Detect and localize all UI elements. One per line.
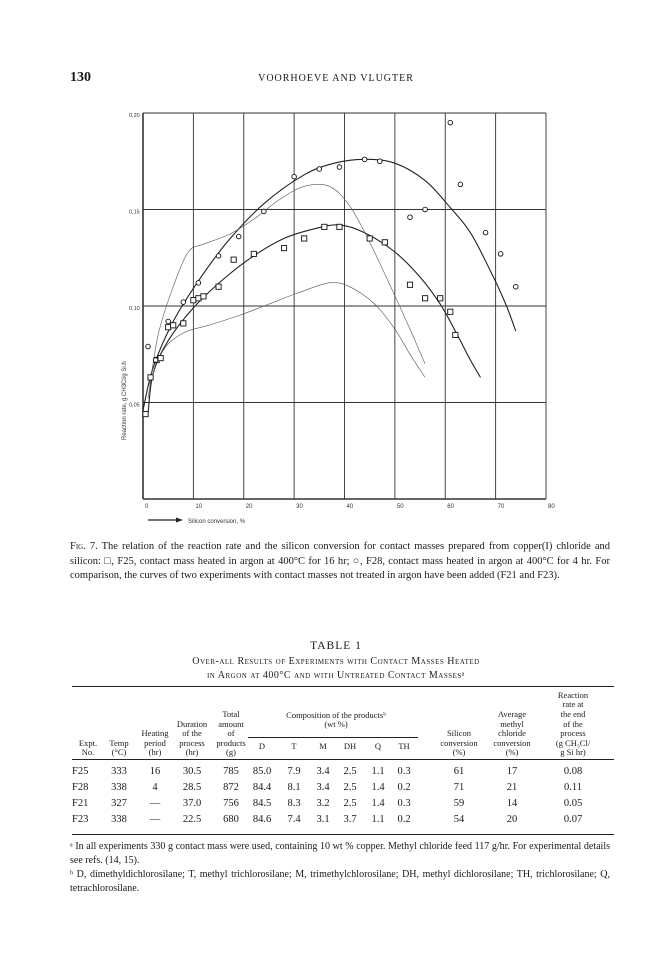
table-subtitle bbox=[0, 655, 672, 683]
col-header-comp-d bbox=[248, 742, 276, 752]
data-point-f25 bbox=[181, 321, 186, 326]
col-header-temp-line: Temp bbox=[109, 737, 129, 748]
table-cell: 3.1 bbox=[316, 814, 330, 825]
table-cell: 0.05 bbox=[563, 798, 583, 809]
col-header-silicon-line: conversion bbox=[440, 737, 478, 748]
col-header-rate-line: g Si hr) bbox=[560, 747, 586, 758]
table-cell: 2.5 bbox=[343, 798, 357, 809]
col-header-composition-line: (wt %) bbox=[324, 719, 348, 730]
data-point-f25 bbox=[302, 236, 307, 241]
data-point-f25 bbox=[448, 309, 453, 314]
data-point-f25 bbox=[281, 246, 286, 251]
fitted-curve-f25 bbox=[148, 225, 481, 414]
x-tick-label: 30 bbox=[296, 504, 303, 510]
table-cell: 2.5 bbox=[343, 782, 357, 793]
fitted-curve-f21 bbox=[148, 184, 425, 398]
table-cell: 59 bbox=[453, 798, 465, 809]
col-header-methyl-line: methyl bbox=[500, 718, 524, 729]
table-cell: 37.0 bbox=[182, 798, 202, 809]
table-cell: 54 bbox=[453, 814, 465, 825]
col-header-total-line: amount bbox=[218, 718, 244, 729]
table-cell: 22.5 bbox=[182, 814, 202, 825]
table-footnote-a: ᵃ In all experiments 330 g contact mass were used, containing 10 wt % copper. Methyl chloride feed 117 g/hr. For experimental details see refs. (14, 15). bbox=[70, 841, 610, 866]
table-cell: 21 bbox=[506, 782, 518, 793]
data-point-f28 bbox=[408, 215, 413, 220]
table-cell: 3.4 bbox=[316, 766, 330, 777]
data-point-f28 bbox=[423, 207, 428, 212]
data-point-f25 bbox=[201, 294, 206, 299]
table-cell: 85.0 bbox=[252, 766, 272, 777]
data-point-f25 bbox=[191, 298, 196, 303]
table-cell: 0.2 bbox=[397, 782, 411, 793]
table-cell: 0.11 bbox=[564, 782, 582, 793]
col-header-total-line: (g) bbox=[226, 747, 236, 758]
table-cell: 30.5 bbox=[182, 766, 202, 777]
data-point-f25 bbox=[337, 224, 342, 229]
chart-grid bbox=[143, 113, 546, 499]
col-header-comp-q-line: Q bbox=[374, 741, 382, 752]
data-point-f28 bbox=[166, 319, 171, 324]
table-cell: 0.08 bbox=[563, 766, 583, 777]
col-header-comp-th bbox=[390, 742, 418, 752]
data-point-f25 bbox=[423, 296, 428, 301]
running-head: VOORHOEVE AND VLUGTER bbox=[258, 73, 414, 84]
data-point-f25 bbox=[148, 375, 153, 380]
col-header-comp-d-line: D bbox=[258, 741, 266, 752]
x-tick-label: 80 bbox=[548, 504, 555, 510]
caption-lead: Fig. 7. bbox=[70, 541, 98, 552]
data-point-f28 bbox=[317, 167, 322, 172]
table-cell: 7.9 bbox=[287, 766, 301, 777]
col-header-silicon-line: Silicon bbox=[446, 728, 472, 739]
x-axis-label-arrowhead bbox=[176, 518, 183, 523]
col-header-expt-line: No. bbox=[81, 747, 95, 758]
table-cell: 84.6 bbox=[252, 814, 272, 825]
table-cell: — bbox=[149, 814, 161, 825]
page-number: 130 bbox=[70, 70, 91, 85]
table-cell: 84.4 bbox=[252, 782, 272, 793]
table-title: TABLE 1 bbox=[310, 640, 362, 652]
table-bottom-rule bbox=[72, 834, 614, 835]
col-header-composition bbox=[261, 711, 411, 730]
col-header-rate-line: the end bbox=[560, 708, 586, 719]
table-cell: 1.4 bbox=[371, 798, 385, 809]
data-point-f28 bbox=[498, 252, 503, 257]
x-tick-label: 60 bbox=[447, 504, 454, 510]
col-header-rate-line: process bbox=[560, 728, 586, 739]
col-header-comp-th-line: TH bbox=[398, 741, 410, 752]
table-cell: 333 bbox=[111, 766, 127, 777]
table-cell: 2.5 bbox=[343, 766, 357, 777]
col-header-rate-line: rate at bbox=[562, 699, 584, 710]
table-cell: 338 bbox=[111, 814, 127, 825]
data-point-f25 bbox=[166, 325, 171, 330]
data-point-f25 bbox=[322, 224, 327, 229]
table-cell: 338 bbox=[111, 782, 127, 793]
table-cell: 84.5 bbox=[252, 798, 272, 809]
col-header-methyl bbox=[484, 710, 540, 758]
data-point-f25 bbox=[438, 296, 443, 301]
col-header-duration-line: process bbox=[179, 737, 205, 748]
data-point-f28 bbox=[181, 300, 186, 305]
x-tick-label: 40 bbox=[346, 504, 354, 510]
col-header-total-line: of bbox=[227, 728, 235, 739]
col-header-silicon-line: (%) bbox=[452, 747, 466, 758]
table-cell: 17 bbox=[506, 766, 518, 777]
col-header-methyl-line: (%) bbox=[505, 747, 519, 758]
col-header-heating bbox=[135, 729, 175, 758]
data-point-f28 bbox=[153, 358, 158, 363]
table-cell: 3.4 bbox=[316, 782, 330, 793]
table-cell: 8.1 bbox=[287, 782, 301, 793]
table-cell: 8.3 bbox=[287, 798, 301, 809]
col-header-duration bbox=[170, 720, 214, 758]
col-header-comp-m bbox=[309, 742, 337, 752]
col-header-total-line: products bbox=[216, 737, 246, 748]
data-point-f25 bbox=[382, 240, 387, 245]
data-point-f25 bbox=[367, 236, 372, 241]
x-tick-label: 10 bbox=[195, 504, 203, 510]
data-point-f25 bbox=[216, 284, 221, 289]
table-cell: 0.2 bbox=[397, 814, 411, 825]
col-header-comp-dh-line: DH bbox=[343, 741, 357, 752]
table-header-rule bbox=[72, 759, 614, 760]
table-cell: 0.3 bbox=[397, 798, 411, 809]
table-cell: 61 bbox=[453, 766, 465, 777]
col-header-heating-line: period bbox=[144, 737, 166, 748]
col-header-comp-t bbox=[280, 742, 308, 752]
table-cell: 16 bbox=[149, 766, 161, 777]
data-point-f28 bbox=[362, 157, 367, 162]
y-tick-label: 0,10 bbox=[129, 306, 140, 312]
table-cell: 71 bbox=[453, 782, 465, 793]
table-cell: 4 bbox=[152, 782, 158, 793]
chart-curves bbox=[143, 159, 516, 414]
table-cell: 3.7 bbox=[343, 814, 357, 825]
table-cell: 756 bbox=[223, 798, 239, 809]
col-header-composition-line: Composition of the productsᵇ bbox=[286, 709, 386, 720]
col-header-silicon bbox=[431, 729, 487, 758]
data-point-f25 bbox=[231, 257, 236, 262]
x-tick-label: 70 bbox=[497, 504, 505, 510]
data-point-f28 bbox=[513, 284, 518, 289]
col-header-rate bbox=[542, 691, 604, 758]
col-header-duration-line: of the bbox=[182, 728, 202, 739]
table-top-rule bbox=[72, 686, 614, 687]
table-cell: 0.3 bbox=[397, 766, 411, 777]
col-header-expt-line: Expt. bbox=[78, 737, 98, 748]
x-tick-label: 20 bbox=[245, 504, 253, 510]
table-cell: 0.07 bbox=[563, 814, 583, 825]
table-cell: 785 bbox=[223, 766, 239, 777]
y-tick-label: 0,15 bbox=[129, 209, 140, 216]
table-cell: 1.4 bbox=[371, 782, 385, 793]
data-point-f25 bbox=[143, 411, 148, 416]
col-header-comp-dh bbox=[336, 742, 364, 752]
col-header-methyl-line: chloride bbox=[498, 728, 526, 739]
fitted-curve-f23 bbox=[148, 283, 425, 388]
table-cell: — bbox=[149, 798, 161, 809]
table-cell: 3.2 bbox=[316, 798, 330, 809]
x-axis-label: Silicon conversion, % bbox=[188, 519, 246, 525]
col-header-rate-line: of the bbox=[563, 718, 583, 729]
col-header-rate-line: (g CH₃Cl/ bbox=[555, 737, 591, 748]
table-cell: 680 bbox=[223, 814, 239, 825]
data-point-f28 bbox=[292, 174, 297, 179]
table-row-label: F25 bbox=[72, 766, 89, 777]
data-point-f25 bbox=[158, 356, 163, 361]
col-header-comp-t-line: T bbox=[291, 741, 297, 752]
col-header-duration-line: Duration bbox=[176, 718, 208, 729]
data-point-f28 bbox=[448, 120, 453, 125]
data-point-f28 bbox=[146, 344, 151, 349]
data-point-f25 bbox=[251, 251, 256, 256]
data-point-f28 bbox=[236, 234, 241, 239]
col-header-total-line: Total bbox=[222, 709, 240, 719]
data-point-f25 bbox=[407, 282, 412, 287]
col-header-total bbox=[209, 710, 253, 758]
data-point-f28 bbox=[483, 230, 488, 235]
table-footnote-b: ᵇ D, dimethyldichlorosilane; T, methyl trichlorosilane; M, trimethylchlorosilane; DH, methyl dichlorosilane; TH, trichlorosilane; Q, tetrachlorosilane. bbox=[70, 869, 610, 894]
y-tick-label: 0,20 bbox=[129, 113, 140, 119]
data-point-f28 bbox=[216, 254, 221, 259]
data-point-f28 bbox=[196, 281, 201, 286]
table-cell: 28.5 bbox=[182, 782, 202, 793]
data-point-f25 bbox=[196, 296, 201, 301]
table-cell: 20 bbox=[506, 814, 518, 825]
col-header-duration-line: (hr) bbox=[185, 747, 199, 758]
col-header-methyl-line: Average bbox=[497, 709, 527, 719]
y-tick-label: 0,05 bbox=[129, 402, 140, 409]
table-row-label: F23 bbox=[72, 814, 89, 825]
table-row-label: F21 bbox=[72, 798, 89, 809]
col-header-comp-q bbox=[364, 742, 392, 752]
data-point-f28 bbox=[377, 159, 382, 164]
data-point-f28 bbox=[262, 209, 267, 214]
table-cell: 14 bbox=[506, 798, 518, 809]
y-axis-label: Reaction rate, g CH3Cl/g Si.h bbox=[122, 361, 128, 440]
table-cell: 872 bbox=[223, 782, 239, 793]
table-cell: 1.1 bbox=[371, 766, 385, 777]
table-cell: 1.1 bbox=[371, 814, 385, 825]
col-header-comp-m-line: M bbox=[319, 741, 327, 752]
col-header-temp bbox=[102, 739, 136, 758]
x-tick-label: 50 bbox=[396, 504, 404, 510]
composition-rule bbox=[248, 737, 418, 738]
data-point-f25 bbox=[453, 332, 458, 337]
table-subtitle-line1: Over-all Results of Experiments with Contact Masses Heated bbox=[192, 656, 480, 667]
col-header-rate-line: Reaction bbox=[557, 689, 589, 700]
data-point-f28 bbox=[458, 182, 463, 187]
table-cell: 7.4 bbox=[287, 814, 301, 825]
figure-caption bbox=[70, 540, 610, 584]
col-header-temp-line: (°C) bbox=[111, 747, 127, 758]
data-point-f25 bbox=[171, 323, 176, 328]
col-header-methyl-line: conversion bbox=[493, 737, 531, 748]
table-subtitle-line2: in Argon at 400°C and with Untreated Contact Massesᵃ bbox=[206, 670, 466, 681]
caption-text: The relation of the reaction rate and the silicon conversion for contact masses prepared from copper(I) chloride and silicon: □, F25, contact mass heated in argon at 400°C for 16 hr; ○, F28, contact mass heated in argon at 400°C for 4 hr. For comparison, the curves of two experiments with contact masses not treated in argon have been added (F21 and F23). bbox=[70, 541, 610, 581]
table-cell: 327 bbox=[111, 798, 127, 809]
col-header-heating-line: (hr) bbox=[148, 747, 162, 758]
col-header-heating-line: Heating bbox=[141, 728, 169, 739]
x-tick-label: 0 bbox=[145, 504, 149, 510]
data-point-f28 bbox=[337, 165, 342, 170]
table-row-label: F28 bbox=[72, 782, 89, 793]
